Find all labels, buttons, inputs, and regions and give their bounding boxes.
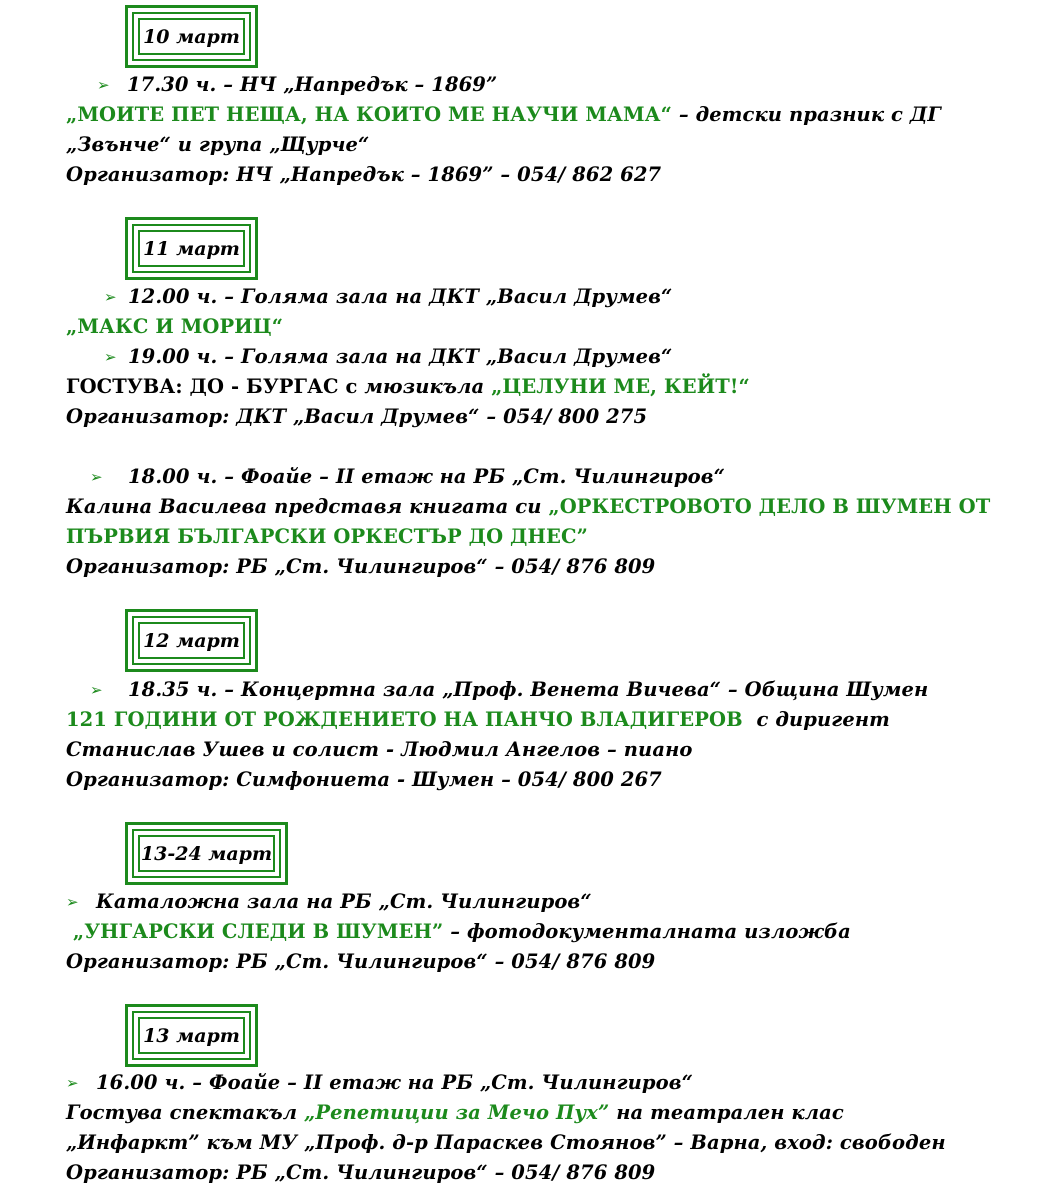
organizer-line: Организатор: ДКТ „Васил Друмев“ – 054/ 800 275: [66, 405, 648, 428]
arrow-bullet-icon: ➢: [66, 1074, 79, 1092]
event-time-line: ➢ 16.00 ч. – Фоайе – II етаж на РБ „Ст. Чилингиров“: [66, 1068, 1022, 1098]
arrow-bullet-icon: ➢: [66, 893, 79, 911]
organizer-line: Организатор: Симфониета - Шумен – 054/ 800 267: [66, 768, 662, 791]
date-box-13-march: [125, 1004, 258, 1067]
event-title-line: Гостува спектакъл „Репетиции за Мечо Пух” на театрален клас: [66, 1101, 844, 1124]
date-box-13-24-march: [125, 822, 288, 885]
arrow-bullet-icon: ➢: [90, 468, 103, 486]
event-detail-line: Станислав Ушев и солист - Людмил Ангелов – пиано: [66, 738, 693, 761]
date-label: 12 март: [138, 622, 245, 659]
date-box-12-march: [125, 609, 258, 672]
event-title-line: „МОИТЕ ПЕТ НЕЩА, НА КОИТО МЕ НАУЧИ МАМА“ – детски празник с ДГ: [66, 103, 941, 126]
event-venue-line: ➢ Каталожна зала на РБ „Ст. Чилингиров“: [66, 887, 1022, 917]
event-time-line: ➢ 18.00 ч. – Фоайе – II етаж на РБ „Ст. Чилингиров“: [90, 462, 1022, 492]
event-title-line: „МАКС И МОРИЦ“: [66, 315, 284, 338]
event-time-line: ➢ 18.35 ч. – Концертна зала „Проф. Венета Вичева“ – Община Шумен: [90, 675, 1022, 705]
organizer-line: Организатор: РБ „Ст. Чилингиров“ – 054/ 876 809: [66, 1161, 656, 1184]
date-box-10-march: [125, 5, 258, 68]
organizer-line: Организатор: РБ „Ст. Чилингиров“ – 054/ 876 809: [66, 555, 656, 578]
event-time-line: ➢ 17.30 ч. – НЧ „Напредък – 1869”: [97, 70, 1022, 100]
event-title-line: ГОСТУВА: ДО - БУРГАС с мюзикъла „ЦЕЛУНИ МЕ, КЕЙТ!“: [66, 375, 750, 398]
organizer-line: Организатор: НЧ „Напредък – 1869” – 054/ 862 627: [66, 163, 662, 186]
arrow-bullet-icon: ➢: [104, 288, 117, 306]
event-title-line: „УНГАРСКИ СЛЕДИ В ШУМЕН” – фотодокументалната изложба: [66, 920, 851, 943]
date-label: 13 март: [138, 1017, 245, 1054]
event-detail-line: „Звънче“ и група „Щурче“: [66, 133, 370, 156]
event-title-line: ПЪРВИЯ БЪЛГАРСКИ ОРКЕСТЪР ДО ДНЕС”: [66, 525, 588, 548]
event-title-line: 121 ГОДИНИ ОТ РОЖДЕНИЕТО НА ПАНЧО ВЛАДИГЕРОВ с диригент: [66, 708, 890, 731]
arrow-bullet-icon: ➢: [97, 76, 110, 94]
date-label: 11 март: [138, 230, 245, 267]
date-box-11-march: [125, 217, 258, 280]
organizer-line: Организатор: РБ „Ст. Чилингиров“ – 054/ 876 809: [66, 950, 656, 973]
arrow-bullet-icon: ➢: [104, 348, 117, 366]
event-detail-line: „Инфаркт” към МУ „Проф. д-р Параскев Стоянов” – Варна, вход: свободен: [66, 1131, 946, 1154]
event-time-line: ➢ 12.00 ч. – Голяма зала на ДКТ „Васил Друмев“: [104, 282, 1022, 312]
date-label: 10 март: [138, 18, 245, 55]
date-label: 13-24 март: [138, 835, 275, 872]
event-time-line: ➢ 19.00 ч. – Голяма зала на ДКТ „Васил Друмев“: [104, 342, 1022, 372]
event-title-line: Калина Василева представя книгата си „ОРКЕСТРОВОТО ДЕЛО В ШУМЕН ОТ: [66, 495, 991, 518]
arrow-bullet-icon: ➢: [90, 681, 103, 699]
